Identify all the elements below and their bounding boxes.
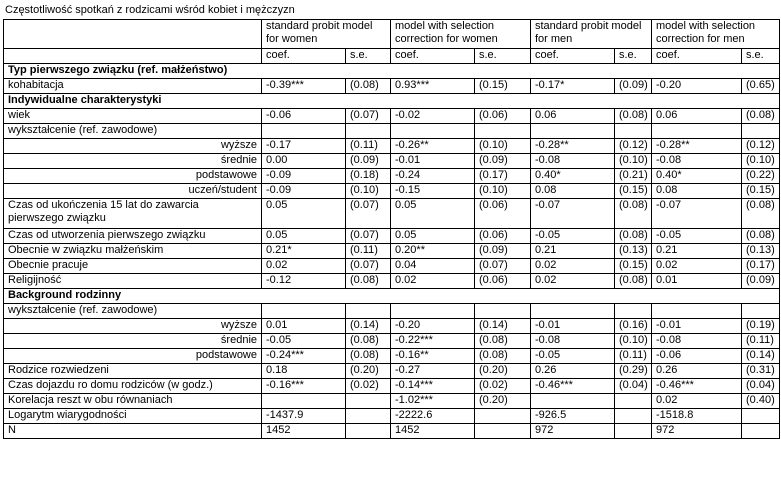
coef-cell: -0.05 xyxy=(652,229,742,244)
coef-cell: 0.26 xyxy=(652,364,742,379)
coef-cell: -0.17* xyxy=(531,79,615,94)
row-label: wykształcenie (ref. zawodowe) xyxy=(4,304,262,319)
se-cell: (0.08) xyxy=(742,229,780,244)
se-cell: (0.17) xyxy=(475,169,531,184)
table-row xyxy=(4,334,780,349)
se-cell: (0.07) xyxy=(346,229,391,244)
coef-cell: 1452 xyxy=(262,424,346,439)
se-cell: (0.08) xyxy=(615,274,652,289)
se-cell xyxy=(346,424,391,439)
section-label: Indywidualne charakterystyki xyxy=(4,94,780,109)
coef-cell xyxy=(391,304,475,319)
coef-cell: 0.40* xyxy=(652,169,742,184)
table-row xyxy=(4,229,780,244)
table-row xyxy=(4,169,780,184)
coef-cell: -0.08 xyxy=(531,154,615,169)
se-cell xyxy=(615,124,652,139)
coef-cell: -0.15 xyxy=(391,184,475,199)
row-label: kohabitacja xyxy=(4,79,262,94)
se-cell xyxy=(475,124,531,139)
coef-cell: 0.02 xyxy=(652,394,742,409)
coef-cell: -2222.6 xyxy=(391,409,475,424)
row-label: Czas od ukończenia 15 lat do zawarcia pierwszego związku xyxy=(4,199,262,229)
se-cell: (0.18) xyxy=(346,169,391,184)
se-cell xyxy=(475,304,531,319)
coef-cell: -0.26** xyxy=(391,139,475,154)
se-cell: (0.14) xyxy=(475,319,531,334)
coef-cell: -0.08 xyxy=(652,154,742,169)
row-label: N xyxy=(4,424,262,439)
se-cell xyxy=(346,394,391,409)
se-cell xyxy=(346,304,391,319)
se-cell: (0.15) xyxy=(742,184,780,199)
se-cell: (0.06) xyxy=(475,199,531,229)
coef-cell: -0.16*** xyxy=(262,379,346,394)
coef-cell xyxy=(531,304,615,319)
se-cell: (0.08) xyxy=(615,199,652,229)
se-cell: (0.10) xyxy=(615,154,652,169)
coef-cell: -0.17 xyxy=(262,139,346,154)
coef-cell: 0.02 xyxy=(531,259,615,274)
se-cell: (0.06) xyxy=(475,109,531,124)
se-cell: (0.14) xyxy=(346,319,391,334)
coef-cell: -0.09 xyxy=(262,169,346,184)
coef-cell: 0.21 xyxy=(652,244,742,259)
coef-cell: -0.07 xyxy=(652,199,742,229)
coef-cell: 0.08 xyxy=(652,184,742,199)
coef-cell: 0.02 xyxy=(391,274,475,289)
coef-cell xyxy=(391,124,475,139)
model-header: standard probit model for men xyxy=(531,20,652,49)
se-cell: (0.12) xyxy=(615,139,652,154)
coef-cell: -0.46*** xyxy=(531,379,615,394)
coef-cell: 0.18 xyxy=(262,364,346,379)
se-cell: (0.10) xyxy=(475,184,531,199)
se-cell: (0.19) xyxy=(742,319,780,334)
table-row xyxy=(4,139,780,154)
table-row xyxy=(4,244,780,259)
coef-cell: -0.20 xyxy=(391,319,475,334)
se-cell xyxy=(346,124,391,139)
coef-cell: -0.16** xyxy=(391,349,475,364)
coef-cell: -0.06 xyxy=(262,109,346,124)
se-cell: (0.04) xyxy=(742,379,780,394)
coef-cell: -0.05 xyxy=(262,334,346,349)
coef-cell: -0.22*** xyxy=(391,334,475,349)
se-cell: (0.17) xyxy=(742,259,780,274)
se-cell xyxy=(742,124,780,139)
se-cell: (0.04) xyxy=(615,379,652,394)
row-label: Rodzice rozwiedzeni xyxy=(4,364,262,379)
coef-cell: 0.01 xyxy=(652,274,742,289)
coef-cell: 0.21* xyxy=(262,244,346,259)
section-row xyxy=(4,289,780,304)
se-cell xyxy=(742,304,780,319)
se-header: s.e. xyxy=(615,49,652,64)
coef-cell: -0.24*** xyxy=(262,349,346,364)
coef-cell: 0.05 xyxy=(262,199,346,229)
se-cell: (0.31) xyxy=(742,364,780,379)
table-row xyxy=(4,79,780,94)
row-label: podstawowe xyxy=(4,169,262,184)
coef-cell: -926.5 xyxy=(531,409,615,424)
se-cell: (0.08) xyxy=(346,349,391,364)
se-cell: (0.14) xyxy=(742,349,780,364)
se-cell xyxy=(742,409,780,424)
se-cell: (0.10) xyxy=(615,334,652,349)
table-row xyxy=(4,424,780,439)
row-label: Religijność xyxy=(4,274,262,289)
se-cell: (0.10) xyxy=(742,154,780,169)
se-cell xyxy=(615,394,652,409)
row-label: Obecnie pracuje xyxy=(4,259,262,274)
row-label: średnie xyxy=(4,154,262,169)
table-row xyxy=(4,274,780,289)
se-cell xyxy=(615,304,652,319)
se-cell: (0.11) xyxy=(742,334,780,349)
se-cell: (0.07) xyxy=(346,109,391,124)
coef-cell: 0.04 xyxy=(391,259,475,274)
se-cell: (0.08) xyxy=(346,79,391,94)
table-row xyxy=(4,184,780,199)
se-cell: (0.08) xyxy=(346,274,391,289)
coef-cell: -0.08 xyxy=(531,334,615,349)
se-cell: (0.09) xyxy=(346,154,391,169)
coef-cell: 0.06 xyxy=(531,109,615,124)
se-cell: (0.09) xyxy=(742,274,780,289)
coef-cell: -0.46*** xyxy=(652,379,742,394)
se-cell: (0.08) xyxy=(742,199,780,229)
se-cell: (0.40) xyxy=(742,394,780,409)
se-cell xyxy=(475,424,531,439)
table-body xyxy=(4,20,780,439)
se-cell xyxy=(742,424,780,439)
se-cell: (0.65) xyxy=(742,79,780,94)
coef-cell: 0.05 xyxy=(391,229,475,244)
se-cell: (0.08) xyxy=(615,229,652,244)
table-row xyxy=(4,349,780,364)
se-cell: (0.02) xyxy=(475,379,531,394)
se-cell xyxy=(475,409,531,424)
coef-cell xyxy=(531,394,615,409)
row-label: Obecnie w związku małżeńskim xyxy=(4,244,262,259)
coef-cell xyxy=(262,394,346,409)
coef-cell: 0.26 xyxy=(531,364,615,379)
coef-cell: 972 xyxy=(531,424,615,439)
row-label: wiek xyxy=(4,109,262,124)
se-cell: (0.11) xyxy=(615,349,652,364)
coef-cell: 1452 xyxy=(391,424,475,439)
se-cell: (0.08) xyxy=(475,349,531,364)
section-label: Typ pierwszego związku (ref. małżeństwo) xyxy=(4,64,780,79)
table-row xyxy=(4,394,780,409)
header-corner-cell xyxy=(4,49,262,64)
se-cell: (0.02) xyxy=(346,379,391,394)
coef-cell: -1.02*** xyxy=(391,394,475,409)
se-header: s.e. xyxy=(742,49,780,64)
se-cell: (0.16) xyxy=(615,319,652,334)
model-header: standard probit model for women xyxy=(262,20,391,49)
coef-cell: -0.12 xyxy=(262,274,346,289)
se-cell: (0.20) xyxy=(475,394,531,409)
model-header: model with selection correction for women xyxy=(391,20,531,49)
se-header: s.e. xyxy=(475,49,531,64)
coef-cell: -0.20 xyxy=(652,79,742,94)
coef-header: coef. xyxy=(652,49,742,64)
row-label: Czas od utworzenia pierwszego związku xyxy=(4,229,262,244)
coef-cell: 0.08 xyxy=(531,184,615,199)
coef-cell: -0.24 xyxy=(391,169,475,184)
se-cell xyxy=(615,424,652,439)
table-row xyxy=(4,199,780,229)
se-cell xyxy=(346,409,391,424)
se-cell: (0.15) xyxy=(615,259,652,274)
coef-cell: 0.02 xyxy=(262,259,346,274)
section-label: Background rodzinny xyxy=(4,289,780,304)
header-corner-cell xyxy=(4,20,262,49)
se-cell: (0.20) xyxy=(475,364,531,379)
se-cell: (0.12) xyxy=(742,139,780,154)
coef-cell: -0.27 xyxy=(391,364,475,379)
coef-cell: 0.02 xyxy=(531,274,615,289)
coef-cell: -0.05 xyxy=(531,229,615,244)
coef-cell xyxy=(652,304,742,319)
se-cell: (0.09) xyxy=(615,79,652,94)
coef-cell: -1518.8 xyxy=(652,409,742,424)
se-cell: (0.20) xyxy=(346,364,391,379)
se-cell: (0.15) xyxy=(615,184,652,199)
coef-cell: -0.02 xyxy=(391,109,475,124)
se-cell: (0.11) xyxy=(346,139,391,154)
table-row xyxy=(4,379,780,394)
se-cell: (0.08) xyxy=(615,109,652,124)
se-cell: (0.06) xyxy=(475,274,531,289)
se-header: s.e. xyxy=(346,49,391,64)
table-row xyxy=(4,154,780,169)
coef-cell: 0.20** xyxy=(391,244,475,259)
table-row xyxy=(4,409,780,424)
coef-cell: 0.93*** xyxy=(391,79,475,94)
se-cell: (0.13) xyxy=(615,244,652,259)
table-row xyxy=(4,124,780,139)
coef-cell: 0.00 xyxy=(262,154,346,169)
row-label: wyższe xyxy=(4,319,262,334)
row-label: uczeń/student xyxy=(4,184,262,199)
coef-cell: -0.05 xyxy=(531,349,615,364)
model-header: model with selection correction for men xyxy=(652,20,780,49)
coef-cell xyxy=(262,124,346,139)
row-label: wykształcenie (ref. zawodowe) xyxy=(4,124,262,139)
coef-cell: -0.06 xyxy=(652,349,742,364)
se-cell: (0.09) xyxy=(475,244,531,259)
coef-cell: 0.01 xyxy=(262,319,346,334)
se-cell: (0.29) xyxy=(615,364,652,379)
row-label: Logarytm wiarygodności xyxy=(4,409,262,424)
coef-cell: -0.28** xyxy=(531,139,615,154)
se-cell: (0.07) xyxy=(346,259,391,274)
row-label: wyższe xyxy=(4,139,262,154)
se-cell: (0.09) xyxy=(475,154,531,169)
se-cell: (0.13) xyxy=(742,244,780,259)
se-cell: (0.08) xyxy=(475,334,531,349)
se-cell: (0.08) xyxy=(742,109,780,124)
se-cell xyxy=(615,409,652,424)
row-label: Czas dojazdu ro domu rodziców (w godz.) xyxy=(4,379,262,394)
coef-cell xyxy=(262,304,346,319)
coef-header-row xyxy=(4,49,780,64)
se-cell: (0.22) xyxy=(742,169,780,184)
coef-cell: -1437.9 xyxy=(262,409,346,424)
coef-cell: 0.05 xyxy=(391,199,475,229)
coef-cell: 0.21 xyxy=(531,244,615,259)
table-row xyxy=(4,319,780,334)
results-table xyxy=(3,19,780,439)
coef-cell: 0.05 xyxy=(262,229,346,244)
coef-header: coef. xyxy=(262,49,346,64)
coef-cell: 0.02 xyxy=(652,259,742,274)
se-cell: (0.08) xyxy=(346,334,391,349)
se-cell: (0.21) xyxy=(615,169,652,184)
coef-cell: 0.06 xyxy=(652,109,742,124)
row-label: Korelacja reszt w obu równaniach xyxy=(4,394,262,409)
coef-cell: -0.14*** xyxy=(391,379,475,394)
table-row xyxy=(4,109,780,124)
se-cell: (0.15) xyxy=(475,79,531,94)
coef-header: coef. xyxy=(391,49,475,64)
table-caption: Częstotliwość spotkań z rodzicami wśród kobiet i mężczyzn xyxy=(5,4,295,16)
se-cell: (0.10) xyxy=(346,184,391,199)
section-row xyxy=(4,64,780,79)
coef-cell xyxy=(531,124,615,139)
coef-cell: -0.09 xyxy=(262,184,346,199)
coef-cell: 0.40* xyxy=(531,169,615,184)
se-cell: (0.10) xyxy=(475,139,531,154)
coef-cell xyxy=(652,124,742,139)
section-row xyxy=(4,94,780,109)
table-row xyxy=(4,259,780,274)
coef-cell: 972 xyxy=(652,424,742,439)
model-header-row xyxy=(4,20,780,49)
row-label: podstawowe xyxy=(4,349,262,364)
coef-cell: -0.08 xyxy=(652,334,742,349)
se-cell: (0.07) xyxy=(475,259,531,274)
coef-header: coef. xyxy=(531,49,615,64)
coef-cell: -0.01 xyxy=(652,319,742,334)
se-cell: (0.07) xyxy=(346,199,391,229)
coef-cell: -0.39*** xyxy=(262,79,346,94)
se-cell: (0.11) xyxy=(346,244,391,259)
coef-cell: -0.01 xyxy=(531,319,615,334)
coef-cell: -0.01 xyxy=(391,154,475,169)
coef-cell: -0.07 xyxy=(531,199,615,229)
row-label: średnie xyxy=(4,334,262,349)
coef-cell: -0.28** xyxy=(652,139,742,154)
se-cell: (0.06) xyxy=(475,229,531,244)
table-row xyxy=(4,364,780,379)
table-row xyxy=(4,304,780,319)
